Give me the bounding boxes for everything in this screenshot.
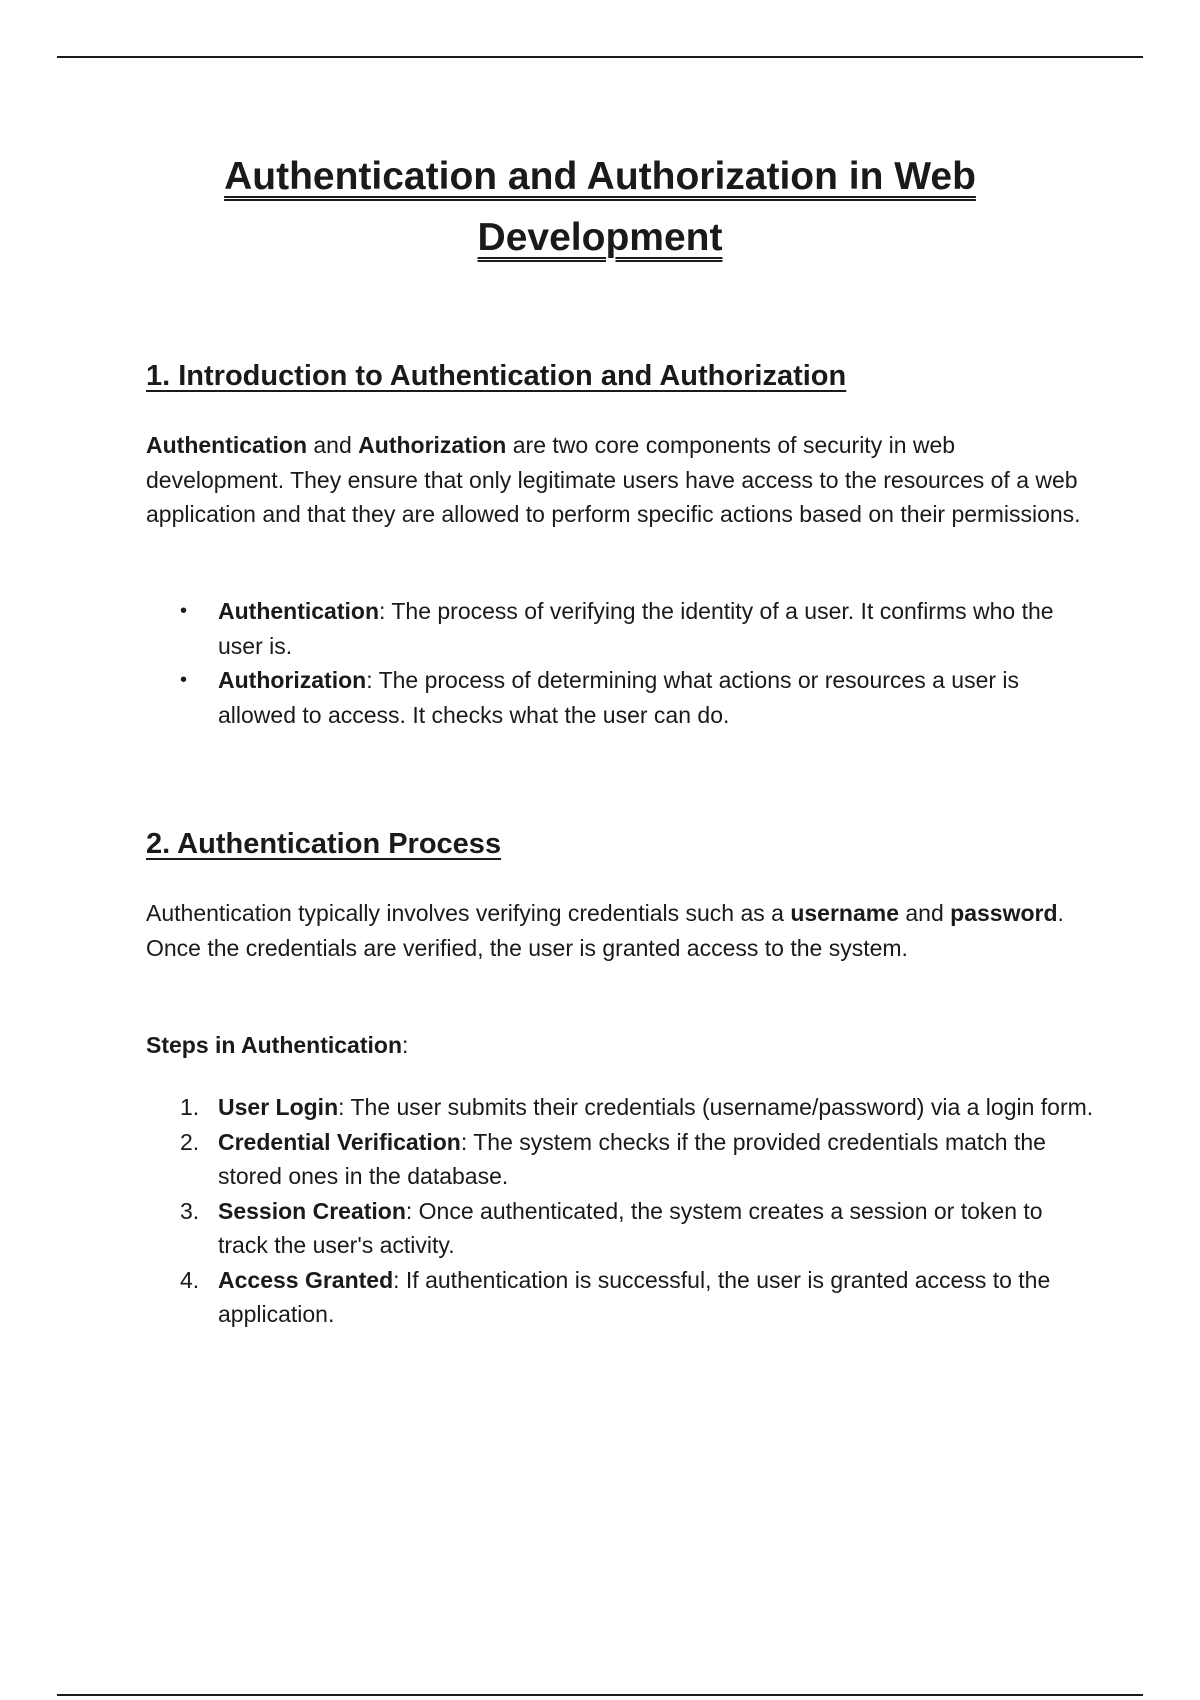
intro-text: and	[899, 900, 951, 926]
step-number: 3.	[180, 1197, 200, 1224]
step-number: 1.	[180, 1094, 200, 1120]
list-item	[146, 1125, 1096, 1194]
step-term: User Login	[218, 1094, 339, 1120]
list-item	[146, 1090, 1096, 1125]
step-text: : Once authenticated, the system creates a session or token to track the user's activity.	[218, 1197, 1043, 1258]
bullet-text: : The process of verifying the identity of a user. It confirms who the user is.	[218, 598, 1054, 659]
document-title-line-2: Development	[477, 216, 723, 259]
intro-term-authorization: Authorization	[358, 432, 507, 458]
steps-label-term: Steps in Authentication	[146, 1032, 402, 1058]
document-title-line-1: Authentication and Authorization in Web	[224, 155, 976, 198]
step-text: : If authentication is successful, the user is granted access to the application.	[218, 1266, 1051, 1327]
list-item	[146, 594, 1096, 663]
step-term: Session Creation	[218, 1197, 406, 1224]
bullet-term: Authorization	[218, 667, 367, 693]
intro-text: Authentication typically involves verifying credentials such as a	[146, 900, 791, 926]
footer-rule	[57, 1694, 1143, 1696]
intro-text: and	[307, 432, 359, 458]
list-item	[146, 1194, 1096, 1263]
document-title	[0, 146, 1200, 268]
section-2-heading: 2. Authentication Process	[146, 828, 502, 860]
step-text: : The user submits their credentials (username/password) via a login form.	[338, 1094, 1094, 1120]
step-term: Credential Verification	[218, 1128, 461, 1155]
intro-text: . Once the credentials are verified, the user is granted access to the system.	[146, 900, 1064, 961]
step-term: Access Granted	[218, 1266, 394, 1293]
header-rule	[57, 56, 1143, 58]
bullet-term: Authentication	[218, 598, 379, 624]
steps-label	[146, 1028, 1096, 1063]
definition-list	[146, 594, 1096, 732]
intro-text: are two core components of security in web development. They ensure that only legitimate users have access to the resources of a web application and that they are allowed to perform specific actions based on their permissions.	[146, 432, 1081, 527]
step-text: : The system checks if the provided credentials match the stored ones in the database.	[218, 1128, 1046, 1189]
section-1-heading: 1. Introduction to Authentication and Authorization	[146, 360, 847, 392]
intro-term-username: username	[790, 900, 899, 926]
steps-label-colon: :	[402, 1032, 409, 1058]
step-number: 2.	[180, 1128, 200, 1155]
section-2-intro	[146, 896, 1096, 965]
list-item	[146, 1263, 1096, 1332]
bullet-marker: •	[180, 600, 188, 622]
bullet-text: : The process of determining what actions or resources a user is allowed to access. It checks what the user can do.	[218, 667, 1020, 728]
step-number: 4.	[180, 1266, 200, 1293]
bullet-marker: •	[180, 669, 188, 691]
section-1-intro	[146, 428, 1096, 532]
intro-term-password: password	[950, 900, 1058, 926]
steps-list	[146, 1090, 1096, 1332]
intro-term-authentication: Authentication	[146, 432, 307, 458]
list-item	[146, 663, 1096, 732]
